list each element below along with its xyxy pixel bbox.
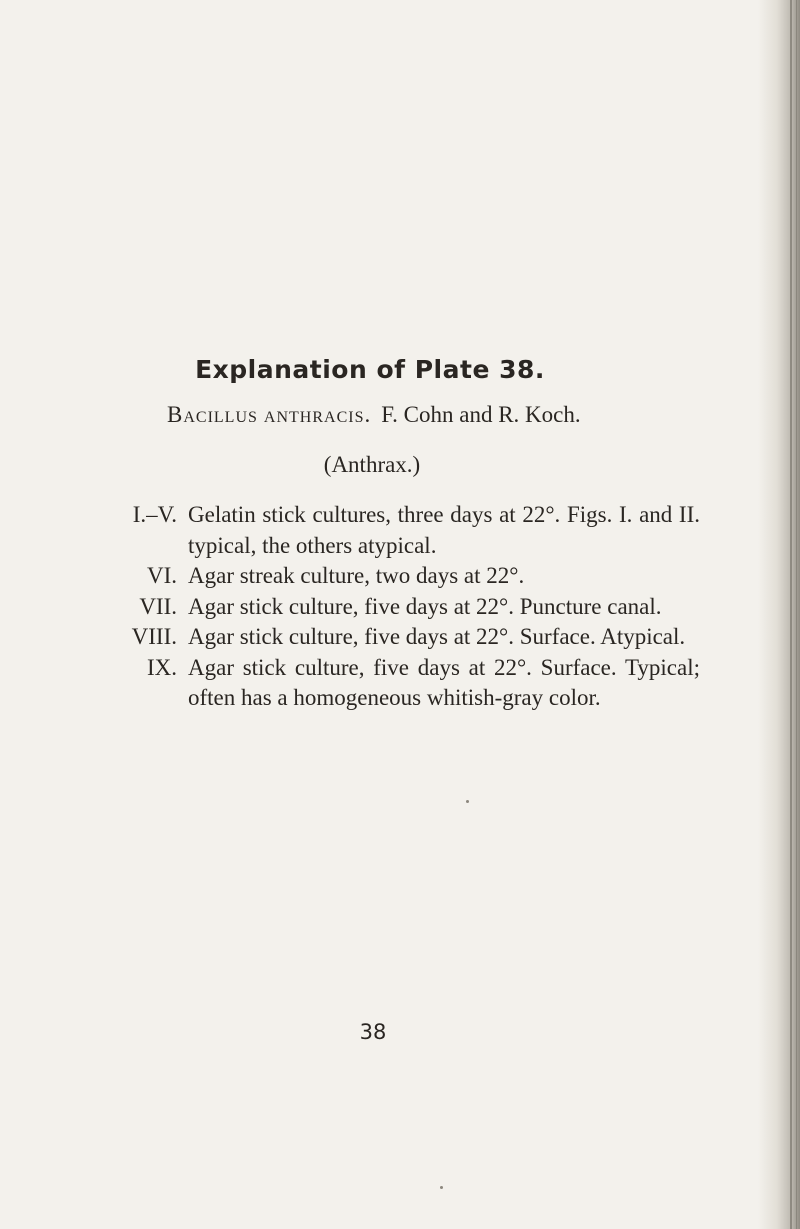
list-item — [0, 622, 740, 653]
bacillus-genus: Bacillus — [167, 402, 258, 427]
list-item — [0, 500, 740, 561]
list-item — [0, 592, 740, 623]
entry-text: Agar streak culture, two days at 22°. — [188, 563, 525, 588]
plate-title: Explanation of Plate 38. — [195, 355, 545, 384]
figure-explanation-list — [0, 500, 740, 714]
entry-numeral: IX. — [146, 654, 177, 680]
entry-text: Agar stick culture, five days at 22°. Surface. Typical; often has a homogeneous whitish-gray color. — [188, 654, 700, 710]
entry-text: Gelatin stick cultures, three days at 22°. Figs. I. and II. typical, the others atypical. — [188, 502, 700, 558]
plate-subtitle — [167, 402, 581, 428]
page-edge-line — [796, 0, 797, 1229]
disease-name: (Anthrax.) — [323, 452, 421, 477]
paper-speck — [466, 800, 469, 803]
plate-authors: F. Cohn and R. Koch. — [381, 402, 581, 427]
entry-numeral: VIII. — [131, 624, 177, 649]
list-item — [0, 561, 740, 592]
page-number: 38 — [359, 1020, 387, 1044]
list-item — [0, 653, 740, 714]
bacillus-species: anthracis. — [263, 402, 372, 427]
page-edge-shadow — [758, 0, 800, 1229]
page-edge-line — [790, 0, 792, 1229]
entry-numeral: VII. — [139, 593, 177, 619]
paper-speck — [440, 1186, 443, 1189]
entry-text: Agar stick culture, five days at 22°. Puncture canal. — [188, 593, 662, 619]
entry-text: Agar stick culture, five days at 22°. Surface. Atypical. — [188, 624, 686, 649]
entry-numeral: I.–V. — [132, 502, 177, 527]
entry-numeral: VI. — [146, 563, 177, 588]
